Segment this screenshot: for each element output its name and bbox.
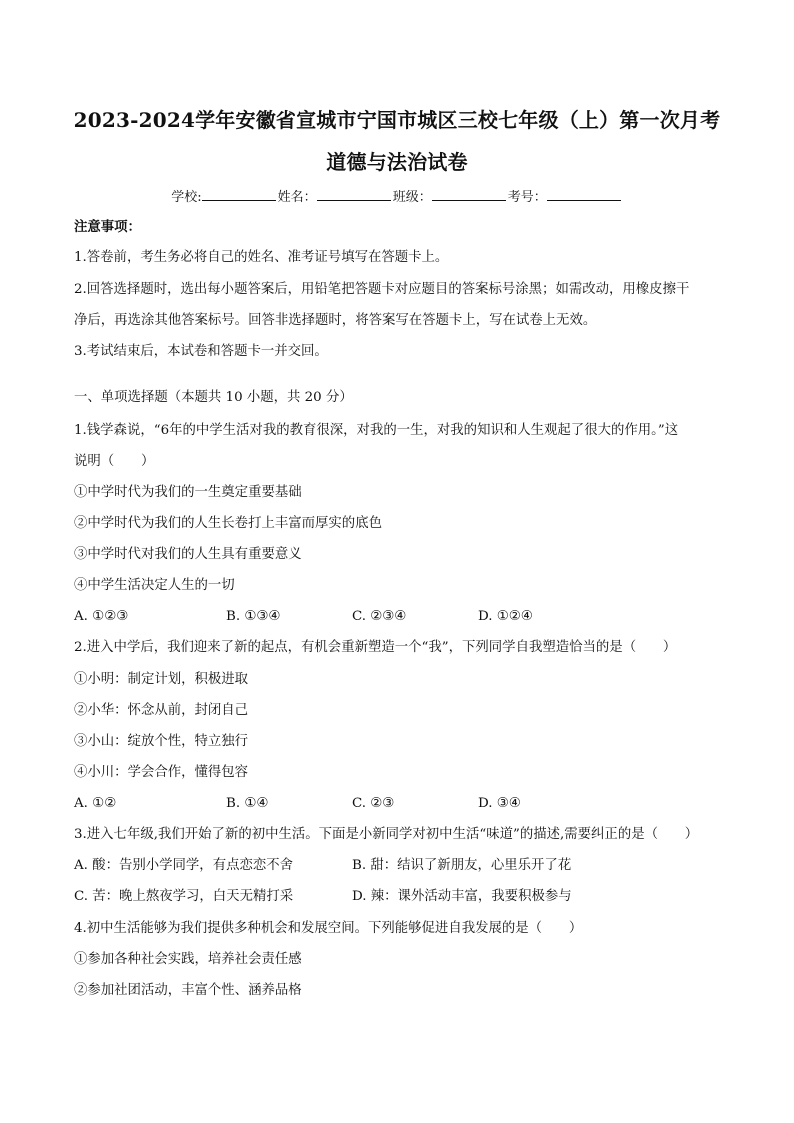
- class-label: 班级：: [392, 190, 432, 205]
- option-c[interactable]: C. 苦：晚上熬夜学习，白天无精打采: [74, 889, 294, 904]
- question-item: ①中学时代为我们的一生奠定重要基础: [74, 485, 302, 500]
- option-d[interactable]: D. ①②④: [478, 609, 533, 624]
- question-item: ①小明：制定计划，积极进取: [74, 672, 249, 687]
- question-item: ②中学时代为我们的人生长卷打上丰富而厚实的底色: [74, 516, 382, 531]
- notice-item: 净后，再选涂其他答案标号。回答非选择题时，将答案写在答题卡上，写在试卷上无效。: [74, 313, 597, 328]
- class-blank[interactable]: [432, 188, 506, 201]
- option-d[interactable]: D. 辣：课外活动丰富，我要积极参与: [352, 889, 572, 904]
- exam-title-line2: 道德与法治试卷: [326, 150, 468, 174]
- school-blank[interactable]: [202, 188, 276, 201]
- notice-heading: 注意事项：: [74, 220, 141, 235]
- exam-no-label: 考号：: [507, 190, 547, 205]
- option-d[interactable]: D. ③④: [478, 796, 521, 811]
- school-label: 学校:: [171, 190, 202, 205]
- notice-item: 1.答卷前，考生务必将自己的姓名、准考证号填写在答题卡上。: [74, 250, 449, 265]
- student-info-row: [0, 186, 794, 205]
- exam-title-line1: 2023-2024学年安徽省宣城市宁国市城区三校七年级（上）第一次月考: [73, 108, 721, 132]
- section-heading: 一、单项选择题（本题共 10 小题，共 20 分）: [74, 390, 353, 405]
- question-stem: 4.初中生活能够为我们提供多种机会和发展空间。下列能够促进自我发展的是（ ）: [74, 921, 583, 936]
- notice-item: 2.回答选择题时，选出每小题答案后，用铅笔把答题卡对应题目的答案标号涂黑；如需改动，用橡皮擦干: [74, 282, 690, 297]
- notice-item: 3.考试结束后，本试卷和答题卡一并交回。: [74, 344, 328, 359]
- question-item: ②参加社团活动，丰富个性、涵养品格: [74, 983, 302, 998]
- question-item: ③中学时代对我们的人生具有重要意义: [74, 547, 302, 562]
- option-a[interactable]: A. 酸：告别小学同学，有点恋恋不舍: [74, 858, 294, 873]
- option-a[interactable]: A. ①②③: [74, 609, 129, 624]
- option-b[interactable]: B. ①③④: [226, 609, 281, 624]
- question-item: ④小川：学会合作，懂得包容: [74, 765, 249, 780]
- exam-no-blank[interactable]: [547, 188, 621, 201]
- question-item: ③小山：绽放个性，特立独行: [74, 734, 249, 749]
- option-b[interactable]: B. ①④: [226, 796, 269, 811]
- question-stem: 2.进入中学后，我们迎来了新的起点，有机会重新塑造一个“我”，下列同学自我塑造恰当的是（ ）: [74, 640, 677, 655]
- option-c[interactable]: C. ②③: [352, 796, 395, 811]
- question-stem: 3.进入七年级,我们开始了新的初中生活。下面是小新同学对初中生活“味道”的描述,需要纠正的是（ ）: [74, 827, 699, 842]
- question-stem: 1.钱学森说，“6年的中学生活对我的教育很深，对我的一生，对我的知识和人生观起了很大的作用。”这: [74, 423, 679, 438]
- question-item: ④中学生活决定人生的一切: [74, 578, 235, 593]
- question-item: ②小华：怀念从前，封闭自己: [74, 703, 249, 718]
- name-blank[interactable]: [317, 188, 391, 201]
- name-label: 姓名：: [277, 190, 317, 205]
- option-a[interactable]: A. ①②: [74, 796, 117, 811]
- option-b[interactable]: B. 甜：结识了新朋友，心里乐开了花: [352, 858, 572, 873]
- question-stem: 说明（ ）: [74, 454, 155, 469]
- option-c[interactable]: C. ②③④: [352, 609, 407, 624]
- question-item: ①参加各种社会实践，培养社会责任感: [74, 952, 302, 967]
